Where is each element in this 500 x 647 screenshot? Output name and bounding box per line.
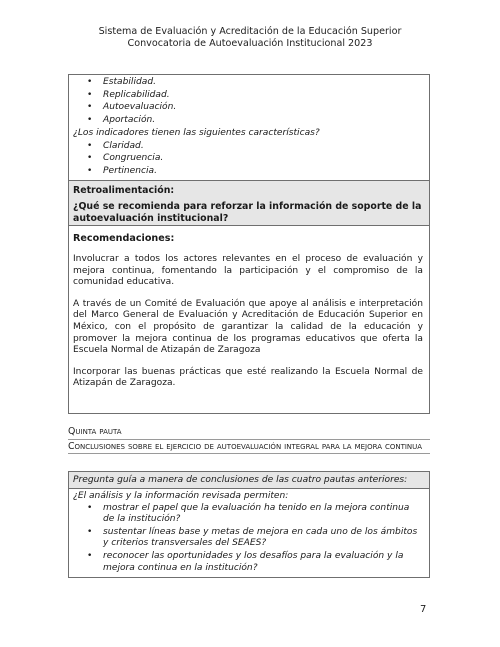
header-line-2: Convocatoria de Autoevaluación Institucional 2023 [127, 38, 373, 49]
conclusions-table [68, 471, 430, 578]
list-item: • Estabilidad. [103, 76, 429, 89]
recommendation-paragraph: A través de un Comité de Evaluación que apoye al análisis e interpretación del Marco General de Evaluación y Acreditación de Educación Superior en México, con el propósito de garantizar la calidad de la educación y promover la mejora continua de los programas educativos que oferta la Escuela Normal de Atizapán de Zaragoza [73, 298, 423, 356]
header-line-1: Sistema de Evaluación y Acreditación de la Educación Superior [98, 26, 402, 37]
recommendation-paragraph: Involucrar a todos los actores relevantes en el proceso de evaluación y mejora continua, fomentando la participación y el compromiso de la comunidad educativa. [73, 254, 423, 288]
list-item: • reconocer las oportunidades y los desafíos para la evaluación y la mejora continua en la institución? [103, 551, 423, 574]
criteria-list-1 [73, 76, 429, 127]
list-item: • Autoevaluación. [103, 101, 429, 114]
list-item: • Replicabilidad. [103, 89, 429, 102]
page-header [0, 26, 500, 50]
recommendations-section [69, 226, 429, 390]
list-item: • Claridad. [103, 140, 429, 153]
recommendation-paragraph: Incorporar las buenas prácticas que esté realizando la Escuela Normal de Atizapán de Zaragoza. [73, 366, 423, 389]
list-item: • Aportación. [103, 114, 429, 127]
guide-question: Pregunta guía a manera de conclusiones de las cuatro pautas anteriores: [69, 472, 429, 489]
evaluation-table [68, 74, 430, 414]
feedback-section [69, 181, 429, 226]
criteria-section [69, 75, 429, 181]
criteria-list-2 [73, 140, 429, 178]
conclusions-question: ¿El análisis y la información revisada permiten: [73, 491, 289, 501]
list-item: • sustentar líneas base y metas de mejora en cada uno de los ámbitos y criterios transversales del SEAES? [103, 527, 423, 550]
section-heading [68, 425, 430, 454]
feedback-question: ¿Qué se recomienda para reforzar la información de soporte de la autoevaluación institucional? [73, 201, 422, 224]
conclusions-body [69, 489, 429, 574]
feedback-title: Retroalimentación: [73, 185, 175, 196]
list-item: • Pertinencia. [103, 165, 429, 178]
section-label: Quinta pauta [68, 425, 430, 440]
conclusions-list [73, 503, 423, 575]
indicators-question: ¿Los indicadores tienen las siguientes características? [73, 127, 320, 138]
section-title: Conclusiones sobre el ejercicio de autoevaluación integral para la mejora continua [68, 440, 430, 454]
recommendations-title: Recomendaciones: [73, 233, 175, 244]
page-number: 7 [420, 604, 427, 615]
list-item: • Congruencia. [103, 152, 429, 165]
list-item: • mostrar el papel que la evaluación ha tenido en la mejora continua de la institución? [103, 503, 423, 526]
